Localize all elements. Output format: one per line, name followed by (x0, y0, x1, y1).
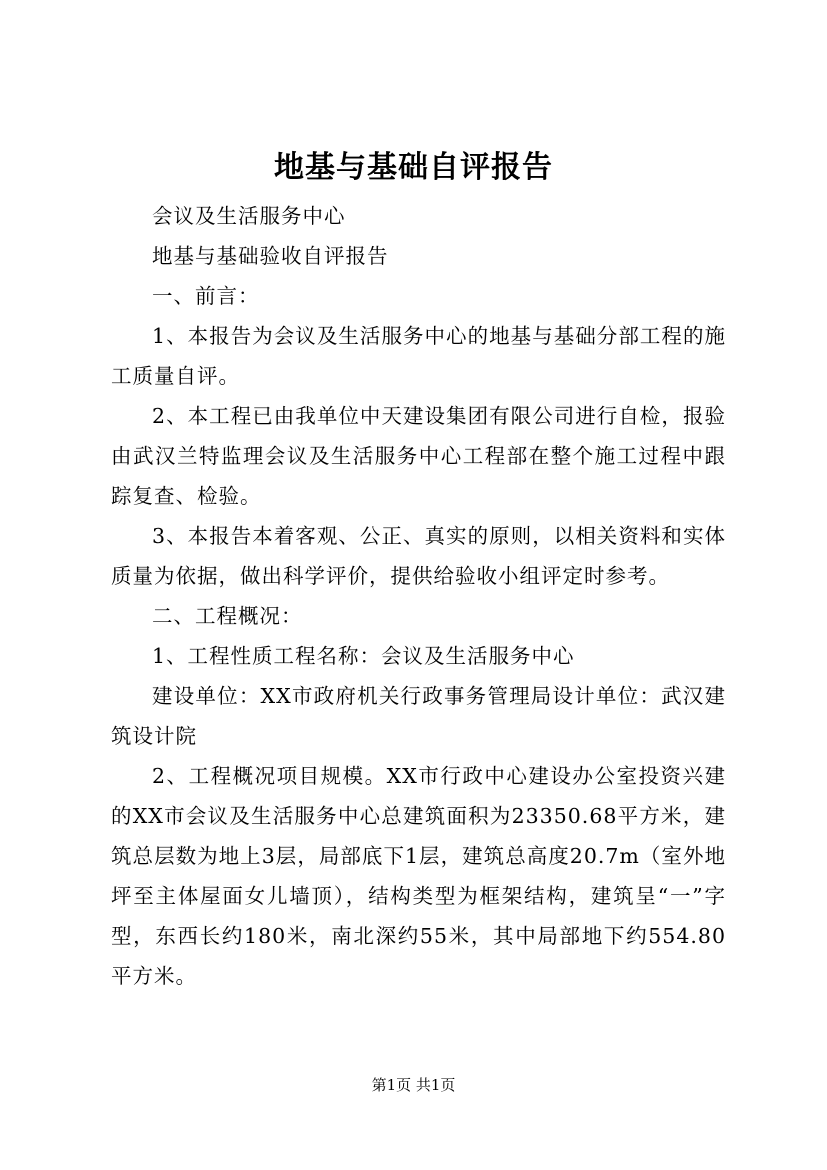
paragraph-project-name: 会议及生活服务中心 (152, 204, 346, 228)
paragraph-overview-2: 2、工程概况项目规模。XX市行政中心建设办公室投资兴建的XX市会议及生活服务中心总建筑面积为23350.68平方米，建筑总层数为地上3层，局部底下1层，建筑总高度20.7m（室外地坪至主体屋面女儿墙顶），结构类型为框架结构，建筑呈“一”字型，东西长约180米，南北深约55米，其中局部地下约554.80平方米。 (111, 764, 726, 988)
paragraph-preface-1: 1、本报告为会议及生活服务中心的地基与基础分部工程的施工质量自评。 (111, 324, 726, 388)
paragraph-report-subtitle: 地基与基础验收自评报告 (152, 244, 389, 268)
document-title: 地基与基础自评报告 (274, 150, 553, 185)
page-footer: 第1页 共1页 (371, 1076, 456, 1094)
section-heading-overview: 二、工程概况： (152, 604, 303, 628)
document-body (111, 196, 726, 996)
paragraph-overview-1: 1、工程性质工程名称：会议及生活服务中心 (152, 644, 575, 668)
paragraph-preface-2: 2、本工程已由我单位中天建设集团有限公司进行自检，报验由武汉兰特监理会议及生活服务中心工程部在整个施工过程中跟踪复查、检验。 (111, 404, 726, 508)
paragraph-overview-units: 建设单位：XX市政府机关行政事务管理局设计单位：武汉建筑设计院 (111, 684, 726, 748)
paragraph-preface-3: 3、本报告本着客观、公正、真实的原则，以相关资料和实体质量为依据，做出科学评价，提供给验收小组评定时参考。 (111, 524, 726, 588)
section-heading-preface: 一、前言： (152, 284, 260, 308)
